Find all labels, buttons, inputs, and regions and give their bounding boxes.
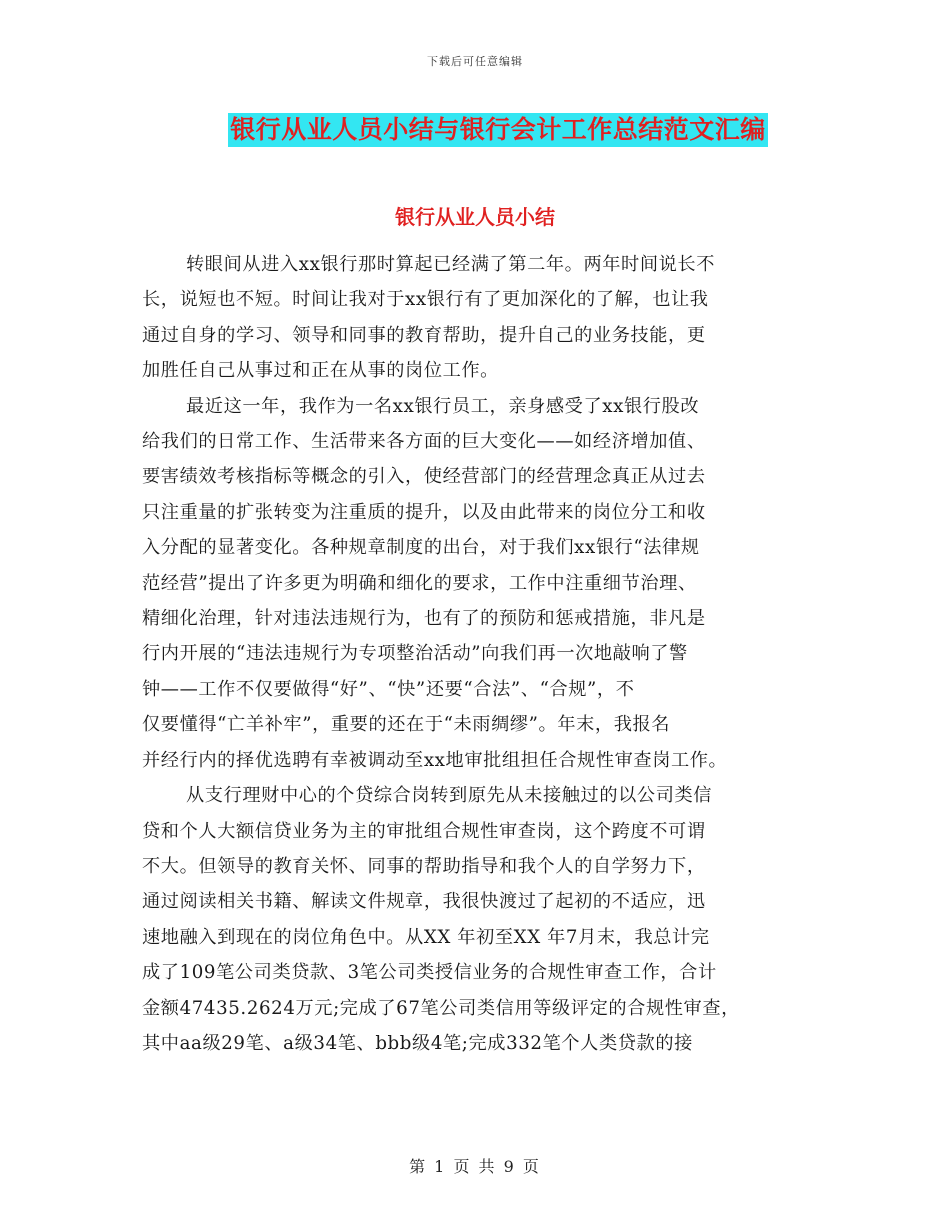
document-title: 银行从业人员小结与银行会计工作总结范文汇编 (228, 113, 768, 147)
text-line: 从支行理财中心的个贷综合岗转到原先从未接触过的以公司类信 (186, 785, 713, 807)
text-line: 不大。但领导的教育关怀、同事的帮助指导和我个人的自学努力下， (142, 855, 706, 877)
text-line: 长，说短也不短。时间让我对于xx银行有了更加深化的了解，也让我 (142, 289, 709, 311)
text-line: 行内开展的“违法违规行为专项整治活动”向我们再一次地敲响了警 (142, 643, 688, 665)
text-line: 速地融入到现在的岗位角色中。从XX 年初至XX 年7月末，我总计完 (142, 926, 710, 948)
text-line: 要害绩效考核指标等概念的引入，使经营部门的经营理念真正从过去 (142, 466, 706, 488)
text-line: 只注重量的扩张转变为注重质的提升，以及由此带来的岗位分工和收 (142, 501, 706, 523)
page-footer: 第 1 页 共 9 页 (409, 1157, 541, 1176)
text-line: 并经行内的择优选聘有幸被调动至xx地审批组担任合规性审查岗工作。 (142, 749, 728, 771)
paragraph-2 (142, 389, 822, 778)
main-title-wrap (0, 113, 950, 147)
section-title: 银行从业人员小结 (395, 205, 555, 229)
text-line: 钟——工作不仅要做得“好”、“快”还要“合法”、“合规”，不 (142, 678, 635, 700)
paragraph-1 (142, 247, 822, 389)
text-line: 加胜任自己从事过和正在从事的岗位工作。 (142, 360, 499, 382)
text-line: 成了109笔公司类贷款、3笔公司类授信业务的合规性审查工作，合计 (142, 962, 717, 984)
text-line: 贷和个人大额信贷业务为主的审批组合规性审查岗，这个跨度不可谓 (142, 820, 706, 842)
header-note: 下载后可任意编辑 (427, 55, 523, 68)
text-line: 金额47435.2624万元;完成了67笔公司类信用等级评定的合规性审查， (142, 997, 740, 1019)
text-line: 入分配的显著变化。各种规章制度的出台，对于我们xx银行“法律规 (142, 537, 700, 559)
paragraph-3 (142, 778, 822, 1061)
text-line: 给我们的日常工作、生活带来各方面的巨大变化——如经济增加值、 (142, 431, 706, 453)
text-line: 最近这一年，我作为一名xx银行员工，亲身感受了xx银行股改 (186, 395, 700, 417)
text-line: 精细化治理，针对违法违规行为，也有了的预防和惩戒措施，非凡是 (142, 608, 706, 630)
body-text (142, 247, 822, 1061)
text-line: 转眼间从进入xx银行那时算起已经满了第二年。两年时间说长不 (186, 254, 715, 275)
text-line: 通过自身的学习、领导和同事的教育帮助，提升自己的业务技能，更 (142, 324, 706, 346)
text-line: 通过阅读相关书籍、解读文件规章，我很快渡过了起初的不适应，迅 (142, 891, 706, 913)
text-line: 仅要懂得“亡羊补牢”，重要的还在于“未雨绸缪”。年末，我报名 (142, 714, 671, 736)
text-line: 其中aa级29笔、a级34笔、bbb级4笔;完成332笔个人类贷款的接 (142, 1032, 693, 1054)
text-line: 范经营”提出了许多更为明确和细化的要求，工作中注重细节治理、 (142, 572, 697, 594)
